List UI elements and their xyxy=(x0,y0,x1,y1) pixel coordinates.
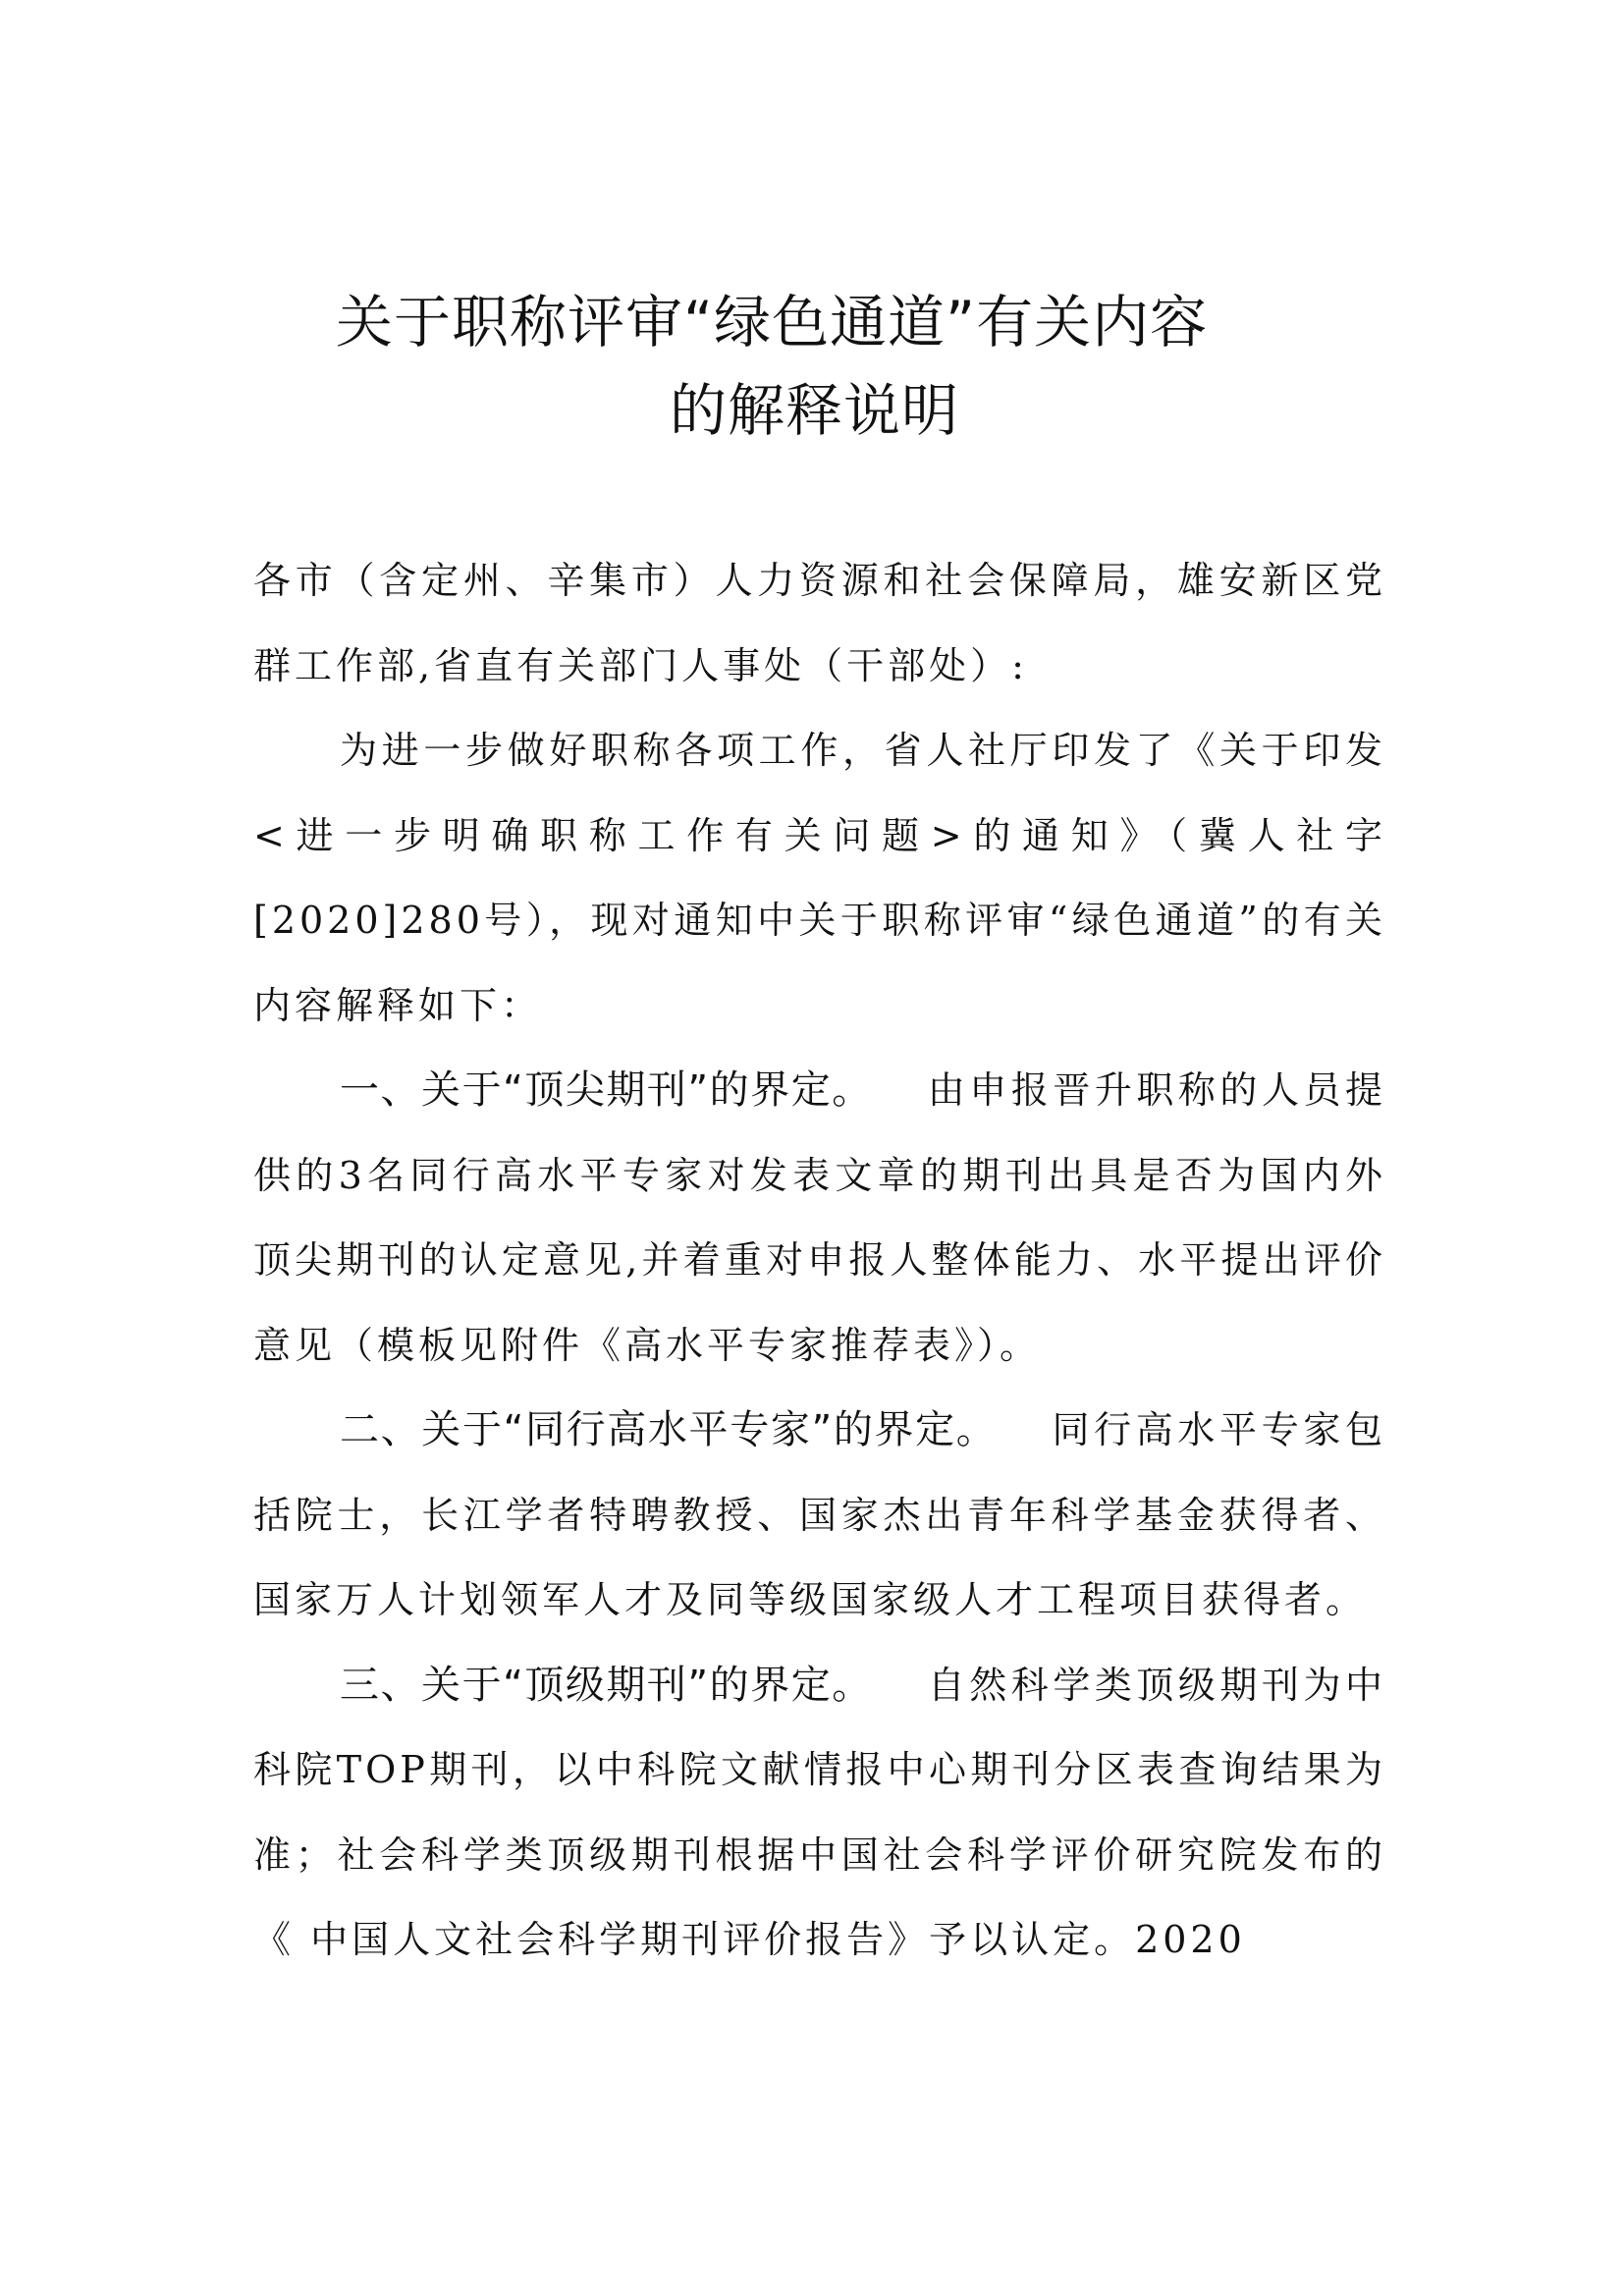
section-3-text: 自然科学类顶级期刊为中科院TOP期刊，以中科院文献情报中心期刊分区表查询结果为准；社会科学类顶级期刊根据中国社会科学评价研究院发布的《 中国人文社会科学期刊评价报告》予以认定。2020 xyxy=(253,1663,1386,1961)
section-1-heading: 一、关于“顶尖期刊”的界定。 xyxy=(340,1067,873,1113)
section-1-paragraph xyxy=(253,1048,1386,1388)
section-2-text: 同行高水平专家包括院士，长江学者特聘教授、国家杰出青年科学基金获得者、国家万人计划领军人才及同等级国家级人才工程项目获得者。 xyxy=(253,1408,1386,1621)
section-1-text: 由申报晋升职称的人员提供的3名同行高水平专家对发表文章的期刊出具是否为国内外顶尖期刊的认定意见,并着重对申报人整体能力、水平提出评价意见（模板见附件《高水平专家推荐表》）。 xyxy=(253,1068,1386,1367)
section-3-paragraph xyxy=(253,1643,1386,1983)
document-title-line-1: 关于职称评审“绿色通道”有关内容 xyxy=(336,289,1209,355)
section-2-heading: 二、关于“同行高水平专家”的界定。 xyxy=(340,1407,998,1452)
section-2-paragraph xyxy=(253,1388,1386,1643)
intro-paragraph: 为进一步做好职称各项工作，省人社厅印发了《关于印发<进一步明确职称工作有关问题>的通知》（冀人社字[2020]280号），现对通知中关于职称评审“绿色通道”的有关内容解释如下： xyxy=(253,729,1386,1027)
section-3-heading: 三、关于“顶级期刊”的界定。 xyxy=(340,1662,873,1708)
document-title-line-2: 的解释说明 xyxy=(670,377,960,444)
addressee-paragraph: 各市（含定州、辛集市）人力资源和社会保障局，雄安新区党群工作部,省直有关部门人事处（干部处）: xyxy=(253,559,1386,687)
document-body xyxy=(253,538,1386,1983)
